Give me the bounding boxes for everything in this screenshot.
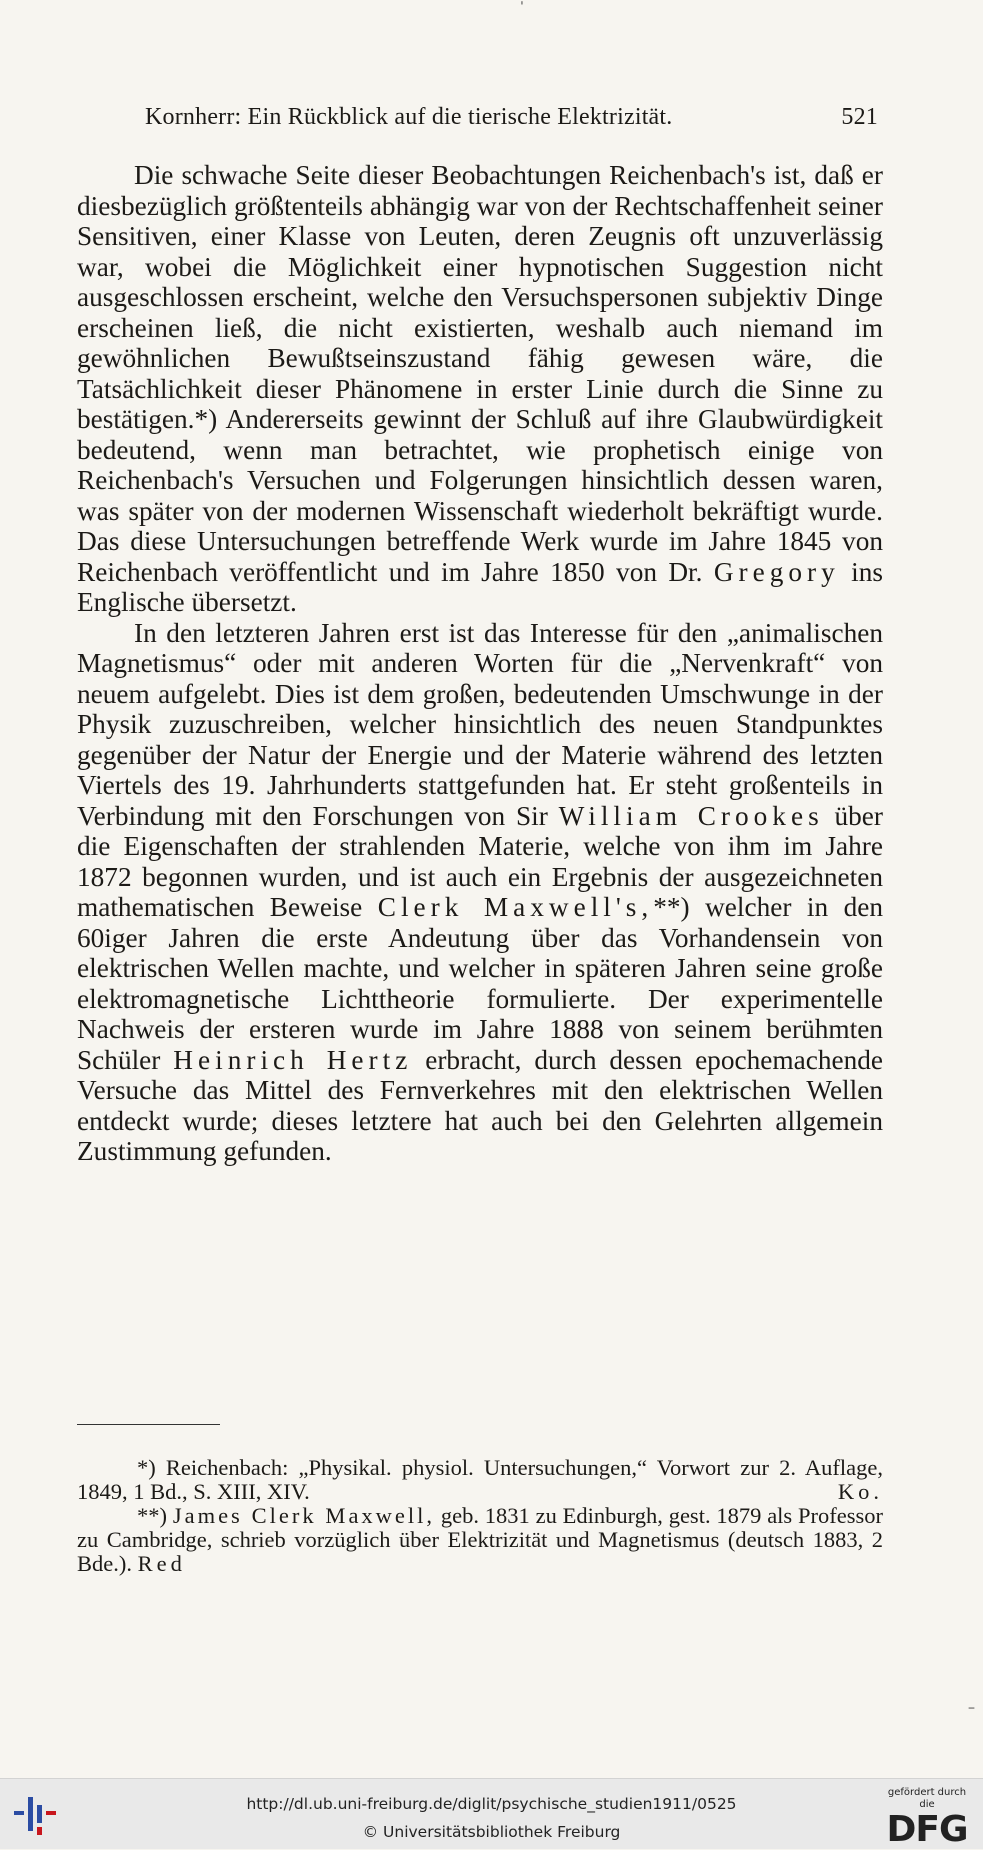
funding-note: gefördert durch die (887, 1787, 967, 1810)
footnote-divider (77, 1424, 220, 1425)
paragraph-1 (77, 160, 883, 618)
dfg-logo-text: DFG (886, 1809, 968, 1850)
footnote-1 (77, 1456, 883, 1504)
footnote-2-signature: Red (137, 1551, 186, 1576)
footnote-2-text: geb. 1831 zu Edinburgh, gest. 1879 als Professor zu Cambridge, schrieb vorzüglich über Elektrizität und Magnetismus (deutsch 1883, 2 Bde.). (77, 1503, 883, 1576)
spaced-name-gregory: Gregory (713, 556, 840, 587)
page-number: 521 (841, 104, 878, 130)
paragraph-2-text-a: In den letzteren Jahren erst ist das Interesse für den „animalischen Magnetismus“ oder mit anderen Worten für die „Nervenkraft“ von neuem aufgelebt. Dies ist dem großen, bedeutenden Umschwunge in der Physik zuzuschreiben, welcher hinsichtlich des neuen Standpunktes gegenüber der Natur der Energie und der Materie während des letzten Viertels des 19. Jahrhunderts stattgefunden hat. Er steht großenteils in Verbindung mit den Forschungen von Sir (77, 617, 883, 831)
spaced-name-maxwell: Clerk Maxwell's, (377, 892, 654, 922)
footnotes (77, 1456, 883, 1576)
copyright-notice: © Universitätsbibliothek Freiburg (362, 1823, 621, 1841)
paragraph-1-text-a: Die schwache Seite dieser Beobachtungen Reichenbach's ist, daß er diesbezüglich größtenteils abhängig war von der Rechtschaffenheit seiner Sensitiven, einer Klasse von Leuten, deren Zeugnis oft unzuverlässig war, wobei die Möglichkeit einer hypnotischen Suggestion nicht ausgeschlossen erscheint, welche den Versuchspersonen subjektiv Dinge erscheinen ließ, die nicht existierten, weshalb auch niemand im gewöhnlichen Bewußtseinszustand fähig gewesen wäre, die Tatsächlichkeit dieser Phänomene in erster Linie durch die Sinne zu bestätigen.*) Andererseits gewinnt der Schluß auf ihre Glaubwürdigkeit bedeutend, wenn man betrachtet, wie prophetisch einige von Reichenbach's Versuchen und Folgerungen hinsichtlich dessen waren, was später von der modernen Wissenschaft wiederholt bekräftigt wurde. Das diese Untersuchungen betreffende Werk wurde im Jahre 1845 von Reichenbach veröffentlicht und im Jahre 1850 von Dr. (77, 160, 883, 587)
spaced-name-hertz: Heinrich Hertz (173, 1044, 413, 1075)
running-head (145, 104, 878, 131)
document-url-link[interactable]: http://dl.ub.uni-freiburg.de/diglit/psychische_studien1911/0525 (246, 1795, 737, 1813)
viewer-footer (0, 1778, 983, 1849)
edge-mark-bottom: – (968, 1700, 975, 1716)
spaced-name-crookes: William Crookes (558, 800, 824, 831)
body-text (77, 160, 883, 1167)
paragraph-2 (77, 618, 883, 1167)
footnote-1-signature: Ko. (837, 1479, 883, 1504)
paragraph-2-text-d: erbracht, durch dessen epochemachende Versuche das Mittel des Fernverkehres mit den elektrischen Wellen entdeckt wurde; dieses letztere hat auch bei den Gelehrten allgemein Zustimmung gefunden. (77, 1044, 883, 1166)
edge-mark-top: ˈ (520, 0, 524, 16)
footnote-1-text: *) Reichenbach: „Physikal. physiol. Untersuchungen,“ Vorwort zur 2. Auflage, 1849, 1 Bd., S. XIII, XIV. (77, 1455, 883, 1504)
footnote-2-marker: **) (137, 1503, 167, 1528)
footnote-2 (77, 1504, 883, 1576)
footnote-2-name: James Clerk Maxwell, (172, 1503, 436, 1528)
paragraph-2-text-c: **) welcher in den 60iger Jahren die erste Andeutung über das Vorhandensein von elektrischen Wellen machte, und welcher in späteren Jahren seine große elektromagnetische Lichttheorie formulierte. Der experimentelle Nachweis der ersteren wurde im Jahre 1888 von seinem berühmten Schüler (77, 892, 884, 1075)
paragraph-1-text-b: ins Englische übersetzt. (77, 556, 884, 617)
running-title: Kornherr: Ein Rückblick auf die tierische Elektrizität. (145, 104, 673, 130)
dfg-logo (881, 1787, 973, 1849)
paragraph-2-text-b: über die Eigenschaften der strahlenden Materie, welche von ihm im Jahre 1872 begonnen wurden, und ist auch ein Ergebnis der ausgezeichneten mathematischen Beweise (77, 800, 883, 922)
